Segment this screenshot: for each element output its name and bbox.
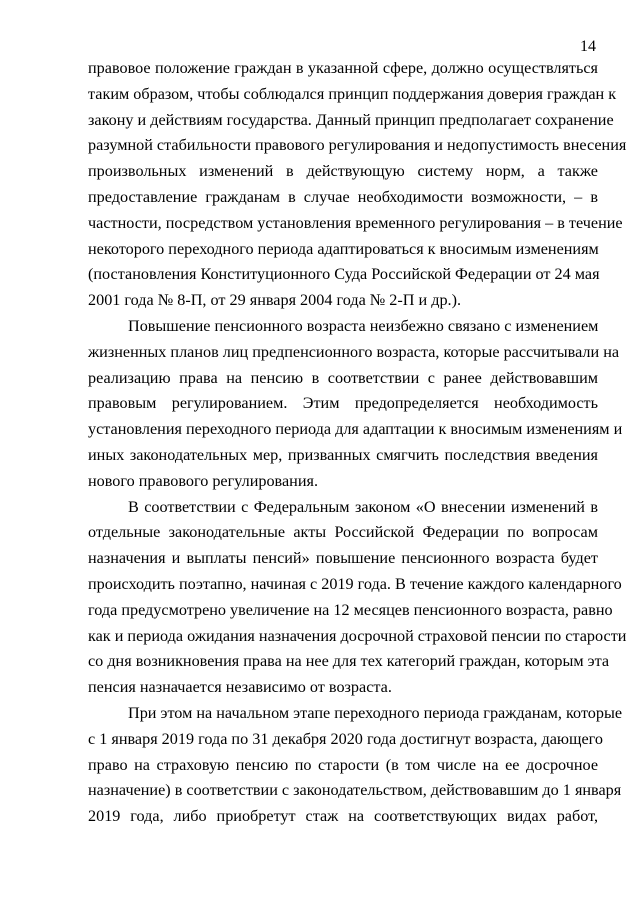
text-line: реализацию права на пенсию в соответствии с ранее действовавшим xyxy=(88,368,598,387)
text-line: иных законодательных мер, призванных смягчить последствия введения xyxy=(88,445,598,464)
text-line: как и периода ожидания назначения досрочной страховой пенсии по старости xyxy=(88,626,627,645)
text-line: происходить поэтапно, начиная с 2019 года. В течение каждого календарного xyxy=(88,574,622,593)
text-line: разумной стабильности правового регулирования и недопустимость внесения xyxy=(88,136,627,155)
text-line: правовым регулированием. Этим предопределяется необходимость xyxy=(88,394,598,413)
paragraph xyxy=(88,56,627,314)
paragraph xyxy=(88,495,627,701)
text-line: В соответствии с Федеральным законом «О внесении изменений в xyxy=(128,497,598,516)
text-line: 2019 года, либо приобретут стаж на соответствующих видах работ, xyxy=(88,807,598,826)
text-line: Повышение пенсионного возраста неизбежно связано с изменением xyxy=(128,316,599,335)
text-line: произвольных изменений в действующую систему норм, а также xyxy=(88,162,598,181)
text-line: со дня возникновения права на нее для тех категорий граждан, которым эта xyxy=(88,652,610,671)
text-line: установления переходного периода для адаптации к вносимым изменениям и xyxy=(88,420,623,439)
text-line: некоторого переходного периода адаптироваться к вносимым изменениям xyxy=(88,239,599,258)
text-line: отдельные законодательные акты Российской Федерации по вопросам xyxy=(88,523,598,542)
text-line: правовое положение граждан в указанной сфере, должно осуществляться xyxy=(88,59,598,77)
paragraph xyxy=(88,701,623,830)
text-line: с 1 января 2019 года по 31 декабря 2020 года достигнут возраста, дающего xyxy=(88,729,603,748)
text-line: назначения и выплаты пенсий» повышение пенсионного возраста будет xyxy=(88,549,598,568)
text-line: частности, посредством установления временного регулирования – в течение xyxy=(88,213,623,232)
text-line: право на страховую пенсию по старости (в том числе на ее досрочное xyxy=(88,755,598,774)
text-line: жизненных планов лиц предпенсионного возраста, которые рассчитывали на xyxy=(88,342,620,361)
text-line: пенсия назначается независимо от возраста. xyxy=(88,678,392,697)
paragraph xyxy=(88,314,623,495)
text-line: назначение) в соответствии с законодательством, действовавшим до 1 января xyxy=(88,781,622,800)
text-line: закону и действиям государства. Данный принцип предполагает сохранение xyxy=(88,110,614,129)
page-number: 14 xyxy=(580,38,596,55)
text-line: предоставление гражданам в случае необходимости возможности, – в xyxy=(88,187,598,206)
text-line: таким образом, чтобы соблюдался принцип поддержания доверия граждан к xyxy=(88,84,617,103)
text-line: нового правового регулирования. xyxy=(88,471,318,490)
document-body xyxy=(88,56,627,830)
text-line: 2001 года № 8-П, от 29 января 2004 года № 2-П и др.). xyxy=(88,291,462,310)
text-line: (постановления Конституционного Суда Российской Федерации от 24 мая xyxy=(88,265,600,284)
text-line: года предусмотрено увеличение на 12 месяцев пенсионного возраста, равно xyxy=(88,600,613,619)
text-line: При этом на начальном этапе переходного периода гражданам, которые xyxy=(128,703,623,722)
